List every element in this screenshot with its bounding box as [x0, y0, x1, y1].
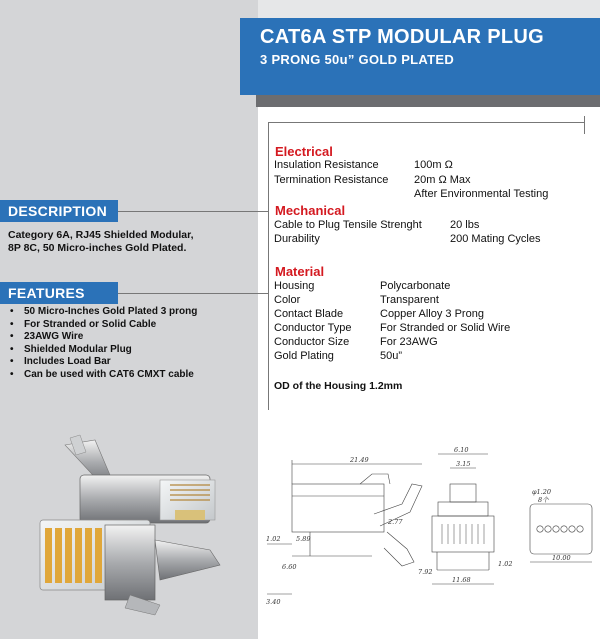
spec-divider-vertical	[268, 122, 269, 410]
spec-value: For 23AWG	[380, 336, 438, 348]
title-box	[240, 18, 600, 95]
dim-label: 7.92	[418, 568, 433, 576]
description-text	[8, 229, 248, 255]
dim-label: 1.02	[266, 535, 281, 543]
spec-value: Copper Alloy 3 Prong	[380, 308, 484, 320]
title-shadow	[256, 95, 600, 107]
electrical-heading: Electrical	[275, 144, 333, 159]
page-title: CAT6A STP MODULAR PLUG	[260, 26, 545, 48]
features-list	[10, 306, 197, 382]
spec-value: 100m Ω	[414, 159, 453, 171]
description-line-2: 8P 8C, 50 Micro-inches Gold Plated.	[8, 242, 187, 254]
spec-label: Insulation Resistance	[274, 159, 379, 171]
spec-value: For Stranded or Solid Wire	[380, 322, 511, 334]
dim-label: 6.10	[454, 446, 469, 454]
description-connector	[118, 211, 268, 212]
dim-label: 5.89	[296, 535, 311, 543]
material-heading: Material	[275, 264, 325, 279]
dim-label: 21.49	[350, 456, 369, 464]
plug-front	[40, 520, 220, 615]
mechanical-heading: Mechanical	[275, 203, 346, 218]
product-photo	[10, 430, 240, 620]
spec-label: Termination Resistance	[274, 174, 389, 186]
technical-drawing	[262, 444, 598, 624]
spec-divider-right-tick	[584, 116, 585, 134]
dim-label: 6.60	[282, 563, 297, 571]
spec-label: Housing	[274, 280, 315, 292]
description-heading: DESCRIPTION	[0, 200, 118, 222]
spec-note: After Environmental Testing	[414, 188, 549, 200]
spec-label: Color	[274, 294, 301, 306]
plug-back	[65, 435, 215, 523]
spec-label: Cable to Plug Tensile Strenght	[274, 219, 422, 231]
spec-value: 50u”	[380, 350, 403, 362]
spec-value: 20 lbs	[450, 219, 480, 231]
features-connector	[118, 293, 268, 294]
feature-item: • 50 Micro-Inches Gold Plated 3 prong	[10, 306, 197, 319]
dim-label: 10.00	[552, 554, 571, 562]
spec-label: Gold Plating	[274, 350, 334, 362]
spec-value: Polycarbonate	[380, 280, 451, 292]
feature-item: • Includes Load Bar	[10, 356, 197, 369]
spec-label: Contact Blade	[274, 308, 344, 320]
dim-label: 2.77	[388, 518, 403, 526]
spec-value: 200 Mating Cycles	[450, 233, 541, 245]
dim-label: 8个	[538, 496, 549, 504]
feature-item: • 23AWG Wire	[10, 331, 197, 344]
dim-label: 3.15	[456, 460, 471, 468]
page-subtitle: 3 PRONG 50u” GOLD PLATED	[260, 52, 455, 67]
spec-label: Conductor Size	[274, 336, 350, 348]
feature-item: • Can be used with CAT6 CMXT cable	[10, 369, 197, 382]
spec-label: Durability	[274, 233, 320, 245]
dim-label: 1.02	[498, 560, 513, 568]
od-note: OD of the Housing 1.2mm	[274, 380, 403, 392]
feature-item: • Shielded Modular Plug	[10, 344, 197, 357]
spec-value: Transparent	[380, 294, 439, 306]
dim-label: 3.40	[266, 598, 281, 606]
description-line-1: Category 6A, RJ45 Shielded Modular,	[8, 229, 194, 241]
features-heading: FEATURES	[0, 282, 118, 304]
dim-label: φ1.20	[532, 488, 552, 496]
spec-label: Conductor Type	[274, 322, 352, 334]
spec-divider-horizontal	[268, 122, 584, 123]
spec-value: 20m Ω Max	[414, 174, 471, 186]
dim-label: 11.68	[452, 576, 471, 584]
feature-item: • For Stranded or Solid Cable	[10, 319, 197, 332]
